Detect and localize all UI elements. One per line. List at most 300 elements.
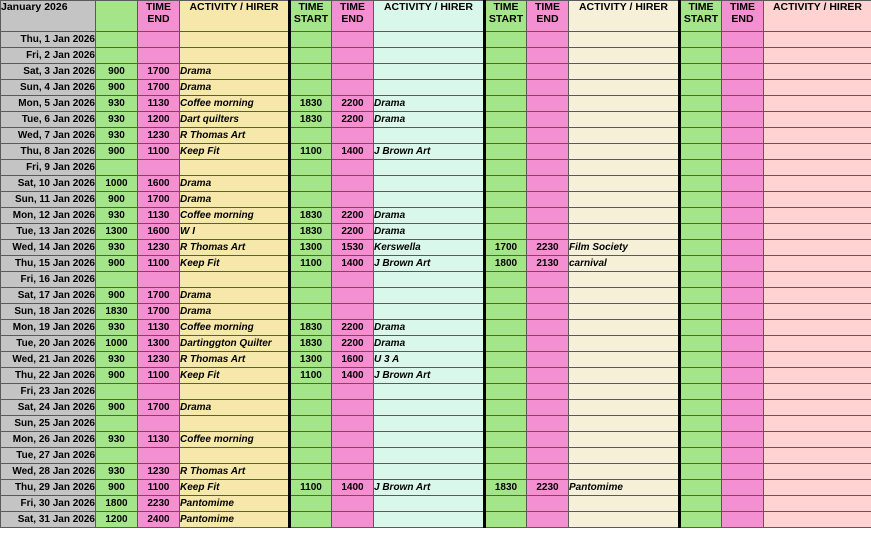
booking-1-start: 1300 xyxy=(96,224,138,240)
booking-1-end: 1100 xyxy=(138,144,180,160)
booking-2-activity: J Brown Art xyxy=(374,144,485,160)
booking-1-end: 1200 xyxy=(138,112,180,128)
booking-3-start xyxy=(485,416,527,432)
table-row xyxy=(1,432,871,448)
booking-2-start xyxy=(290,176,332,192)
booking-4-activity xyxy=(764,176,871,192)
booking-4-start xyxy=(680,288,722,304)
booking-2-activity xyxy=(374,416,485,432)
booking-1-start: 900 xyxy=(96,400,138,416)
booking-3-activity: Pantomime xyxy=(569,480,680,496)
booking-3-activity xyxy=(569,48,680,64)
booking-1-activity: Keep Fit xyxy=(180,368,290,384)
booking-2-activity xyxy=(374,192,485,208)
booking-2-end xyxy=(332,416,374,432)
table-row xyxy=(1,80,871,96)
booking-4-start xyxy=(680,208,722,224)
booking-3-start xyxy=(485,176,527,192)
booking-2-activity: J Brown Art xyxy=(374,368,485,384)
booking-3-end xyxy=(527,320,569,336)
booking-2-start: 1100 xyxy=(290,368,332,384)
booking-4-activity xyxy=(764,208,871,224)
booking-3-activity xyxy=(569,272,680,288)
date-cell: Sun, 4 Jan 2026 xyxy=(1,80,96,96)
booking-4-activity xyxy=(764,288,871,304)
booking-2-start xyxy=(290,288,332,304)
booking-3-activity xyxy=(569,80,680,96)
booking-2-start xyxy=(290,272,332,288)
date-cell: Fri, 30 Jan 2026 xyxy=(1,496,96,512)
booking-3-start xyxy=(485,192,527,208)
booking-3-activity xyxy=(569,336,680,352)
booking-3-start xyxy=(485,272,527,288)
booking-3-end xyxy=(527,96,569,112)
booking-4-end xyxy=(722,432,764,448)
col-header-activity: ACTIVITY / HIRER xyxy=(764,1,871,32)
booking-1-activity xyxy=(180,384,290,400)
booking-1-activity xyxy=(180,48,290,64)
booking-2-activity: J Brown Art xyxy=(374,480,485,496)
booking-3-end xyxy=(527,48,569,64)
booking-3-activity xyxy=(569,464,680,480)
booking-1-activity: Drama xyxy=(180,80,290,96)
date-cell: Tue, 6 Jan 2026 xyxy=(1,112,96,128)
booking-1-start: 900 xyxy=(96,192,138,208)
booking-1-start xyxy=(96,48,138,64)
booking-3-activity xyxy=(569,400,680,416)
table-row xyxy=(1,176,871,192)
booking-1-end: 1100 xyxy=(138,480,180,496)
booking-1-activity: Coffee morning xyxy=(180,96,290,112)
booking-2-activity xyxy=(374,288,485,304)
booking-1-end: 1230 xyxy=(138,352,180,368)
booking-3-activity xyxy=(569,208,680,224)
booking-3-start xyxy=(485,288,527,304)
booking-1-end xyxy=(138,416,180,432)
date-cell: Sun, 25 Jan 2026 xyxy=(1,416,96,432)
booking-3-end xyxy=(527,496,569,512)
booking-1-activity: Pantomime xyxy=(180,496,290,512)
booking-1-start: 930 xyxy=(96,128,138,144)
date-cell: Sat, 10 Jan 2026 xyxy=(1,176,96,192)
booking-3-end xyxy=(527,512,569,528)
booking-2-activity xyxy=(374,496,485,512)
booking-1-activity xyxy=(180,448,290,464)
booking-1-activity: Coffee morning xyxy=(180,208,290,224)
booking-4-end xyxy=(722,400,764,416)
booking-2-activity: Drama xyxy=(374,320,485,336)
booking-2-end xyxy=(332,512,374,528)
booking-2-activity xyxy=(374,48,485,64)
date-cell: Mon, 19 Jan 2026 xyxy=(1,320,96,336)
booking-2-end xyxy=(332,176,374,192)
booking-4-activity xyxy=(764,272,871,288)
booking-1-start xyxy=(96,32,138,48)
booking-2-activity xyxy=(374,384,485,400)
booking-1-end: 1700 xyxy=(138,400,180,416)
booking-3-activity xyxy=(569,176,680,192)
booking-3-end xyxy=(527,352,569,368)
date-cell: Wed, 14 Jan 2026 xyxy=(1,240,96,256)
date-cell: Thu, 22 Jan 2026 xyxy=(1,368,96,384)
booking-2-end xyxy=(332,288,374,304)
booking-3-start xyxy=(485,64,527,80)
booking-4-activity xyxy=(764,512,871,528)
booking-1-end: 1700 xyxy=(138,192,180,208)
booking-4-end xyxy=(722,368,764,384)
booking-2-end: 2200 xyxy=(332,336,374,352)
booking-2-end: 2200 xyxy=(332,208,374,224)
month-title: January 2026 xyxy=(1,1,96,32)
booking-2-end xyxy=(332,160,374,176)
booking-4-end xyxy=(722,48,764,64)
booking-2-start: 1100 xyxy=(290,256,332,272)
booking-2-end xyxy=(332,400,374,416)
date-cell: Sat, 3 Jan 2026 xyxy=(1,64,96,80)
booking-1-start: 900 xyxy=(96,80,138,96)
booking-1-end: 1600 xyxy=(138,224,180,240)
booking-4-end xyxy=(722,512,764,528)
booking-3-start xyxy=(485,400,527,416)
booking-4-activity xyxy=(764,368,871,384)
table-row xyxy=(1,192,871,208)
booking-4-activity xyxy=(764,496,871,512)
booking-3-end: 2230 xyxy=(527,240,569,256)
booking-3-end xyxy=(527,208,569,224)
table-row xyxy=(1,352,871,368)
booking-3-end xyxy=(527,144,569,160)
booking-4-start xyxy=(680,256,722,272)
table-row xyxy=(1,256,871,272)
booking-2-start xyxy=(290,496,332,512)
booking-3-start xyxy=(485,144,527,160)
booking-3-start xyxy=(485,48,527,64)
booking-1-start: 900 xyxy=(96,368,138,384)
booking-4-activity xyxy=(764,32,871,48)
table-row xyxy=(1,464,871,480)
booking-4-activity xyxy=(764,416,871,432)
booking-1-activity: Drama xyxy=(180,176,290,192)
booking-3-end xyxy=(527,128,569,144)
booking-3-end xyxy=(527,32,569,48)
booking-3-activity xyxy=(569,416,680,432)
booking-1-activity: Drama xyxy=(180,304,290,320)
booking-3-start xyxy=(485,208,527,224)
booking-4-activity xyxy=(764,304,871,320)
booking-1-activity: Drama xyxy=(180,288,290,304)
date-cell: Tue, 20 Jan 2026 xyxy=(1,336,96,352)
booking-3-start xyxy=(485,432,527,448)
booking-3-activity xyxy=(569,144,680,160)
booking-4-start xyxy=(680,48,722,64)
booking-4-activity xyxy=(764,336,871,352)
table-row xyxy=(1,240,871,256)
date-cell: Fri, 23 Jan 2026 xyxy=(1,384,96,400)
booking-4-activity xyxy=(764,160,871,176)
booking-1-activity xyxy=(180,416,290,432)
booking-3-end: 2230 xyxy=(527,480,569,496)
table-row xyxy=(1,512,871,528)
booking-1-start: 900 xyxy=(96,480,138,496)
booking-2-start xyxy=(290,80,332,96)
booking-4-end xyxy=(722,96,764,112)
date-cell: Thu, 29 Jan 2026 xyxy=(1,480,96,496)
booking-2-end: 1400 xyxy=(332,480,374,496)
booking-3-end xyxy=(527,272,569,288)
booking-1-end xyxy=(138,48,180,64)
booking-2-activity xyxy=(374,176,485,192)
booking-4-start xyxy=(680,416,722,432)
booking-4-start xyxy=(680,96,722,112)
table-row xyxy=(1,64,871,80)
booking-4-start xyxy=(680,160,722,176)
booking-3-end xyxy=(527,80,569,96)
booking-4-end xyxy=(722,176,764,192)
booking-4-start xyxy=(680,368,722,384)
booking-4-end xyxy=(722,448,764,464)
booking-2-activity: Drama xyxy=(374,96,485,112)
booking-2-start xyxy=(290,512,332,528)
table-row xyxy=(1,48,871,64)
booking-2-activity: Drama xyxy=(374,208,485,224)
booking-1-start: 900 xyxy=(96,288,138,304)
booking-3-activity xyxy=(569,192,680,208)
booking-3-activity: carnival xyxy=(569,256,680,272)
table-row xyxy=(1,368,871,384)
booking-1-end: 1130 xyxy=(138,320,180,336)
booking-2-end: 2200 xyxy=(332,320,374,336)
booking-4-start xyxy=(680,304,722,320)
booking-1-start xyxy=(96,384,138,400)
booking-3-activity xyxy=(569,320,680,336)
booking-3-end xyxy=(527,448,569,464)
booking-4-activity xyxy=(764,144,871,160)
booking-2-end: 1400 xyxy=(332,256,374,272)
booking-2-end xyxy=(332,272,374,288)
booking-4-end xyxy=(722,352,764,368)
booking-2-start xyxy=(290,32,332,48)
booking-2-end: 1400 xyxy=(332,144,374,160)
col-header-activity: ACTIVITY / HIRER xyxy=(569,1,680,32)
booking-4-activity xyxy=(764,256,871,272)
booking-2-start: 1300 xyxy=(290,352,332,368)
booking-3-end xyxy=(527,176,569,192)
date-cell: Mon, 12 Jan 2026 xyxy=(1,208,96,224)
col-header-time-start xyxy=(96,1,138,32)
booking-1-start: 1200 xyxy=(96,512,138,528)
col-header-time-end: TIME END xyxy=(722,1,764,32)
booking-3-end xyxy=(527,400,569,416)
booking-4-activity xyxy=(764,80,871,96)
booking-2-start xyxy=(290,128,332,144)
booking-1-activity: Drama xyxy=(180,64,290,80)
booking-3-start xyxy=(485,464,527,480)
booking-1-end xyxy=(138,272,180,288)
booking-1-end: 1700 xyxy=(138,304,180,320)
date-cell: Fri, 2 Jan 2026 xyxy=(1,48,96,64)
booking-2-start xyxy=(290,464,332,480)
booking-4-end xyxy=(722,496,764,512)
booking-3-start xyxy=(485,368,527,384)
booking-1-activity: Keep Fit xyxy=(180,256,290,272)
booking-4-activity xyxy=(764,128,871,144)
booking-3-activity xyxy=(569,496,680,512)
booking-1-activity: Dart quilters xyxy=(180,112,290,128)
booking-2-start xyxy=(290,64,332,80)
booking-2-start xyxy=(290,384,332,400)
booking-3-activity: Film Society xyxy=(569,240,680,256)
booking-2-start xyxy=(290,400,332,416)
booking-4-activity xyxy=(764,352,871,368)
booking-2-end: 2200 xyxy=(332,224,374,240)
booking-1-start: 930 xyxy=(96,208,138,224)
col-header-time-start: TIME START xyxy=(485,1,527,32)
date-cell: Sat, 31 Jan 2026 xyxy=(1,512,96,528)
booking-2-activity xyxy=(374,432,485,448)
booking-4-start xyxy=(680,128,722,144)
booking-2-activity xyxy=(374,448,485,464)
booking-4-end xyxy=(722,464,764,480)
table-row xyxy=(1,496,871,512)
booking-1-activity: Coffee morning xyxy=(180,432,290,448)
booking-1-end: 1130 xyxy=(138,432,180,448)
booking-2-activity: J Brown Art xyxy=(374,256,485,272)
date-cell: Tue, 27 Jan 2026 xyxy=(1,448,96,464)
booking-4-activity xyxy=(764,112,871,128)
booking-1-end xyxy=(138,384,180,400)
booking-3-start xyxy=(485,112,527,128)
booking-2-activity xyxy=(374,64,485,80)
booking-1-activity: R Thomas Art xyxy=(180,464,290,480)
booking-1-end xyxy=(138,32,180,48)
booking-4-activity xyxy=(764,240,871,256)
booking-2-start: 1830 xyxy=(290,320,332,336)
booking-1-start: 930 xyxy=(96,96,138,112)
booking-4-end xyxy=(722,80,764,96)
booking-4-activity xyxy=(764,480,871,496)
table-header xyxy=(1,1,871,32)
booking-3-activity xyxy=(569,160,680,176)
booking-1-activity: Keep Fit xyxy=(180,144,290,160)
booking-4-start xyxy=(680,192,722,208)
booking-3-start xyxy=(485,304,527,320)
booking-2-end xyxy=(332,464,374,480)
booking-3-activity xyxy=(569,384,680,400)
booking-4-end xyxy=(722,480,764,496)
booking-4-end xyxy=(722,224,764,240)
booking-3-end xyxy=(527,224,569,240)
booking-4-activity xyxy=(764,192,871,208)
booking-2-start: 1830 xyxy=(290,112,332,128)
booking-2-activity xyxy=(374,304,485,320)
booking-1-start: 900 xyxy=(96,256,138,272)
booking-2-end xyxy=(332,432,374,448)
table-row xyxy=(1,96,871,112)
booking-2-start xyxy=(290,160,332,176)
booking-3-end xyxy=(527,192,569,208)
booking-1-activity: W I xyxy=(180,224,290,240)
booking-3-start xyxy=(485,224,527,240)
booking-4-start xyxy=(680,112,722,128)
booking-3-end xyxy=(527,464,569,480)
booking-2-start: 1830 xyxy=(290,208,332,224)
booking-3-start xyxy=(485,128,527,144)
booking-2-end xyxy=(332,496,374,512)
booking-1-end: 1700 xyxy=(138,288,180,304)
booking-2-activity xyxy=(374,400,485,416)
booking-1-start: 1000 xyxy=(96,336,138,352)
booking-1-end: 1600 xyxy=(138,176,180,192)
booking-3-start xyxy=(485,384,527,400)
booking-3-activity xyxy=(569,96,680,112)
booking-4-start xyxy=(680,400,722,416)
booking-1-end: 1700 xyxy=(138,64,180,80)
booking-4-end xyxy=(722,240,764,256)
booking-1-activity xyxy=(180,160,290,176)
date-cell: Fri, 9 Jan 2026 xyxy=(1,160,96,176)
booking-2-activity xyxy=(374,160,485,176)
date-cell: Wed, 7 Jan 2026 xyxy=(1,128,96,144)
booking-1-start: 1000 xyxy=(96,176,138,192)
booking-4-end xyxy=(722,304,764,320)
booking-1-activity: R Thomas Art xyxy=(180,240,290,256)
booking-2-activity xyxy=(374,80,485,96)
booking-3-activity xyxy=(569,112,680,128)
booking-1-activity: R Thomas Art xyxy=(180,128,290,144)
booking-2-end xyxy=(332,32,374,48)
booking-3-activity xyxy=(569,32,680,48)
booking-4-end xyxy=(722,320,764,336)
booking-2-end xyxy=(332,64,374,80)
booking-3-start xyxy=(485,336,527,352)
booking-4-end xyxy=(722,64,764,80)
booking-2-activity: Drama xyxy=(374,336,485,352)
table-row xyxy=(1,160,871,176)
booking-1-start: 930 xyxy=(96,320,138,336)
booking-3-end xyxy=(527,288,569,304)
booking-1-activity: R Thomas Art xyxy=(180,352,290,368)
table-row xyxy=(1,336,871,352)
date-cell: Wed, 28 Jan 2026 xyxy=(1,464,96,480)
booking-1-end xyxy=(138,160,180,176)
booking-2-end xyxy=(332,448,374,464)
table-row xyxy=(1,288,871,304)
booking-2-end xyxy=(332,128,374,144)
col-header-activity: ACTIVITY / HIRER xyxy=(374,1,485,32)
booking-2-start xyxy=(290,416,332,432)
booking-1-start: 1800 xyxy=(96,496,138,512)
booking-4-start xyxy=(680,512,722,528)
booking-2-start xyxy=(290,304,332,320)
booking-3-end xyxy=(527,160,569,176)
table-row xyxy=(1,32,871,48)
booking-3-start xyxy=(485,496,527,512)
booking-1-activity: Keep Fit xyxy=(180,480,290,496)
booking-4-start xyxy=(680,480,722,496)
booking-3-end xyxy=(527,368,569,384)
booking-4-start xyxy=(680,320,722,336)
booking-3-start xyxy=(485,448,527,464)
booking-4-start xyxy=(680,272,722,288)
booking-4-start xyxy=(680,384,722,400)
col-header-time-end: TIME END xyxy=(332,1,374,32)
booking-3-activity xyxy=(569,512,680,528)
booking-3-end xyxy=(527,64,569,80)
booking-1-end: 1300 xyxy=(138,336,180,352)
date-cell: Tue, 13 Jan 2026 xyxy=(1,224,96,240)
col-header-time-end: TIME END xyxy=(527,1,569,32)
booking-4-end xyxy=(722,272,764,288)
